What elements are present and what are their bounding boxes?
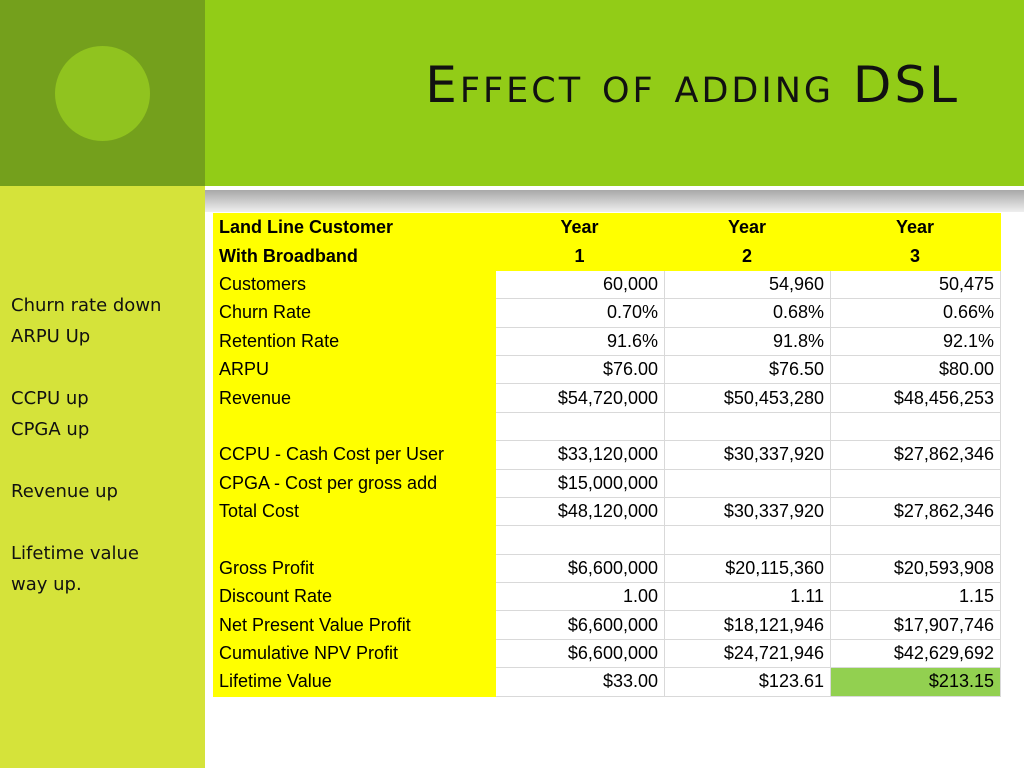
value-cell: $6,600,000	[496, 554, 665, 582]
header-year-cell: 3	[831, 242, 1001, 270]
value-cell: $6,600,000	[496, 639, 665, 667]
table-row	[214, 526, 1001, 554]
row-label-cell: CCPU - Cash Cost per User	[214, 441, 496, 469]
value-cell	[665, 526, 831, 554]
value-cell: $123.61	[665, 668, 831, 696]
value-cell: $24,721,946	[665, 639, 831, 667]
table-row	[214, 299, 1001, 327]
value-cell: 54,960	[665, 270, 831, 298]
table-row	[214, 554, 1001, 582]
value-cell: $30,337,920	[665, 441, 831, 469]
value-cell: $48,120,000	[496, 497, 665, 525]
value-cell: 91.8%	[665, 327, 831, 355]
table-row	[214, 441, 1001, 469]
notes-list	[11, 290, 201, 600]
header-title-panel	[205, 0, 1024, 186]
row-label-cell: Cumulative NPV Profit	[214, 639, 496, 667]
value-cell: 60,000	[496, 270, 665, 298]
header-label-cell: With Broadband	[214, 242, 496, 270]
value-cell: 1.11	[665, 583, 831, 611]
value-cell: $15,000,000	[496, 469, 665, 497]
note-line: CPGA up	[11, 419, 90, 440]
row-label-cell: CPGA - Cost per gross add	[214, 469, 496, 497]
table-row	[214, 355, 1001, 383]
dsl-effect-table	[213, 213, 1001, 697]
header-year-cell: 2	[665, 242, 831, 270]
value-cell: $33,120,000	[496, 441, 665, 469]
value-cell: $48,456,253	[831, 384, 1001, 412]
header-year-cell: 1	[496, 242, 665, 270]
note-line: Lifetime value	[11, 543, 139, 564]
decorative-circle	[55, 46, 150, 141]
row-label-cell: Customers	[214, 270, 496, 298]
value-cell: $27,862,346	[831, 441, 1001, 469]
note-line: Revenue up	[11, 481, 118, 502]
header-year-cell: Year	[496, 214, 665, 242]
row-label-cell: Lifetime Value	[214, 668, 496, 696]
value-cell: $33.00	[496, 668, 665, 696]
value-cell: $20,115,360	[665, 554, 831, 582]
row-label-cell: Revenue	[214, 384, 496, 412]
value-cell	[831, 412, 1001, 440]
note-line: way up.	[11, 574, 82, 595]
value-cell: $80.00	[831, 355, 1001, 383]
value-cell: $17,907,746	[831, 611, 1001, 639]
value-cell: 0.70%	[496, 299, 665, 327]
value-cell: $76.00	[496, 355, 665, 383]
value-cell: $27,862,346	[831, 497, 1001, 525]
row-label-cell	[214, 412, 496, 440]
value-cell: 92.1%	[831, 327, 1001, 355]
value-cell: $20,593,908	[831, 554, 1001, 582]
value-cell: $213.15	[831, 668, 1001, 696]
row-label-cell: ARPU	[214, 355, 496, 383]
value-cell: $18,121,946	[665, 611, 831, 639]
note-line: Churn rate down	[11, 295, 162, 316]
row-label-cell	[214, 526, 496, 554]
value-cell: 91.6%	[496, 327, 665, 355]
row-label-cell: Total Cost	[214, 497, 496, 525]
value-cell: $54,720,000	[496, 384, 665, 412]
table-row	[214, 639, 1001, 667]
table-row	[214, 327, 1001, 355]
value-cell: $6,600,000	[496, 611, 665, 639]
table-row	[214, 384, 1001, 412]
value-cell: 50,475	[831, 270, 1001, 298]
value-cell: 1.00	[496, 583, 665, 611]
table-row	[214, 270, 1001, 298]
value-cell: $30,337,920	[665, 497, 831, 525]
row-label-cell: Churn Rate	[214, 299, 496, 327]
value-cell	[665, 469, 831, 497]
table-row	[214, 469, 1001, 497]
header-label-cell: Land Line Customer	[214, 214, 496, 242]
note-gap	[11, 445, 201, 476]
table-row	[214, 412, 1001, 440]
table-header-row	[214, 242, 1001, 270]
value-cell: 0.68%	[665, 299, 831, 327]
value-cell: 1.15	[831, 583, 1001, 611]
table-row	[214, 497, 1001, 525]
value-cell: 0.66%	[831, 299, 1001, 327]
note-gap	[11, 352, 201, 383]
table-row	[214, 668, 1001, 696]
row-label-cell: Net Present Value Profit	[214, 611, 496, 639]
slide-title: Effect of adding DSL	[425, 56, 960, 114]
value-cell	[831, 526, 1001, 554]
header-shadow	[205, 190, 1024, 212]
value-cell	[831, 469, 1001, 497]
note-gap	[11, 507, 201, 538]
note-line: ARPU Up	[11, 326, 91, 347]
value-cell	[496, 412, 665, 440]
table-row	[214, 611, 1001, 639]
header-year-cell: Year	[665, 214, 831, 242]
value-cell: $42,629,692	[831, 639, 1001, 667]
value-cell: $76.50	[665, 355, 831, 383]
value-cell	[665, 412, 831, 440]
row-label-cell: Gross Profit	[214, 554, 496, 582]
header-left-panel	[0, 0, 205, 186]
value-cell	[496, 526, 665, 554]
row-label-cell: Retention Rate	[214, 327, 496, 355]
header-year-cell: Year	[831, 214, 1001, 242]
row-label-cell: Discount Rate	[214, 583, 496, 611]
value-cell: $50,453,280	[665, 384, 831, 412]
table-row	[214, 583, 1001, 611]
table-header-row	[214, 214, 1001, 242]
note-line: CCPU up	[11, 388, 89, 409]
